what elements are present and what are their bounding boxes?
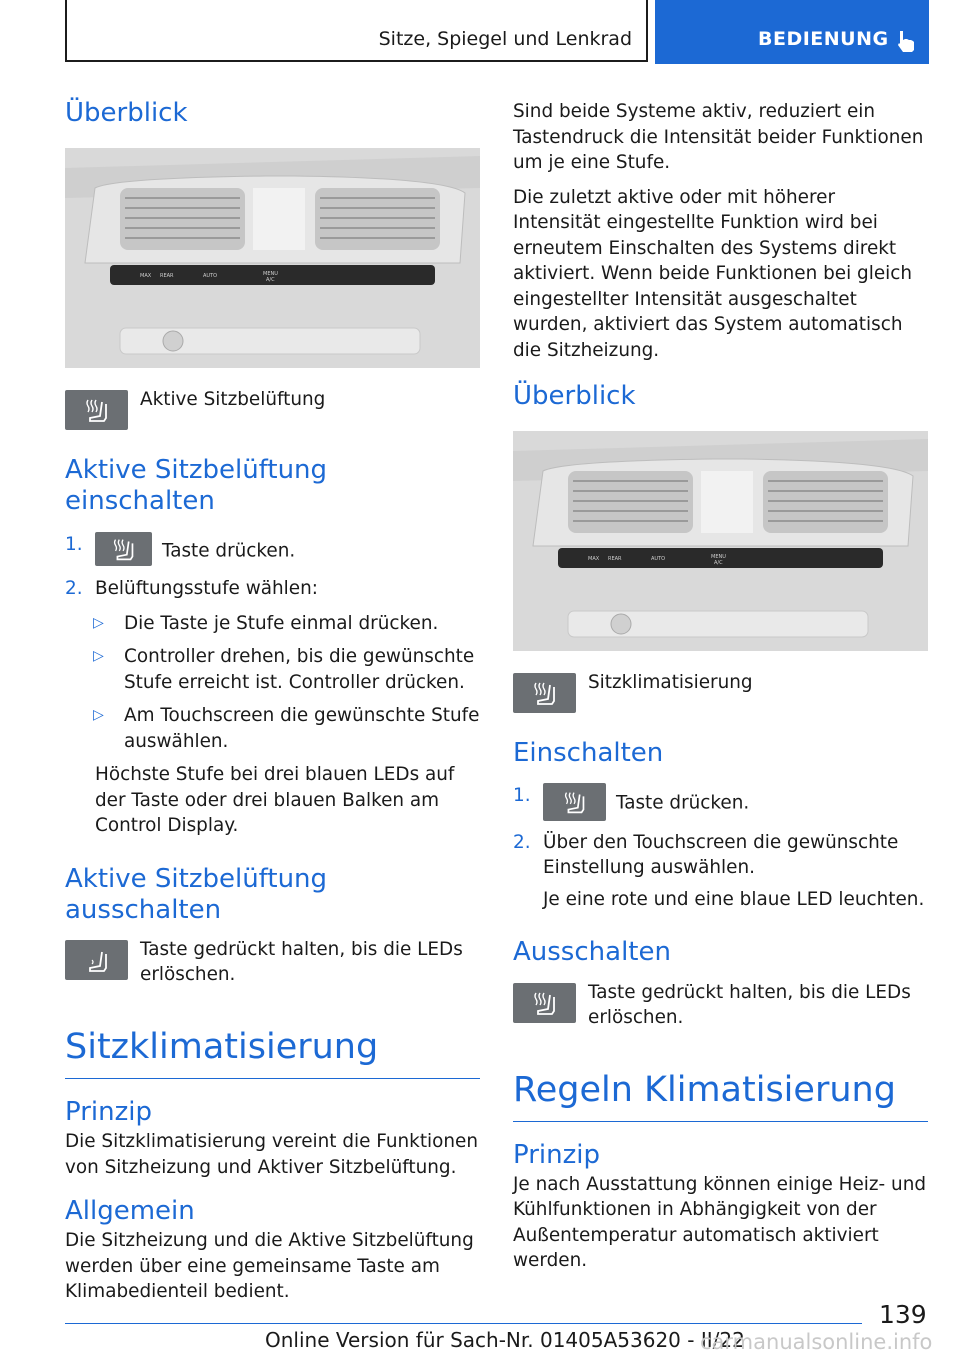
general-text: Die Sitzheizung und die Aktive Sitzbelüftung werden über eine gemeinsame Taste am Klimabedienteil bedient. [65, 1230, 474, 1303]
panel-label-ac: A/C [266, 277, 275, 284]
step-item [65, 532, 480, 571]
section-heading-principle: Prinzip [65, 1096, 152, 1127]
principle-text: Je nach Ausstattung können einige Heiz- und Kühlfunktionen in Abhängigkeit von der Außentemperatur automatisch aktiviert werden. [513, 1173, 927, 1272]
intro-paragraph-2: Die zuletzt aktive oder mit höherer Intensität eingestellte Funktion wird bei erneutem Einschalten des Systems direkt aktiviert. Wenn beide Funktionen bei gleich eingestellter Intensität ausgeschaltet wurden, aktiviert das System automatisch die Sitzheizung. [513, 186, 913, 361]
panel-label-rear: REAR [608, 556, 622, 563]
step-text: Über den Touchscreen die gewünschte Einstellung auswählen. [543, 831, 899, 879]
step-text: Taste drücken. [162, 539, 296, 561]
seat-climate-button-icon [513, 983, 576, 1023]
step-text: Taste drücken. [616, 792, 750, 814]
seat-ventilation-button-icon [65, 390, 128, 430]
page-number: 139 [879, 1300, 927, 1329]
note-max-level: Höchste Stufe bei drei blauen LEDs auf der Taste oder drei blauen Balken am Control Display. [95, 764, 455, 837]
page-header [65, 0, 929, 64]
bullet-triangle-icon: ▷ [93, 648, 104, 665]
panel-label-menu: MENU [263, 271, 278, 278]
list-item [65, 703, 480, 754]
section-heading-principle: Prinzip [513, 1139, 600, 1170]
right-column [513, 99, 928, 1274]
watermark-text: carmanualsonline.info [700, 1330, 933, 1354]
panel-label-auto: AUTO [203, 273, 218, 280]
footer-divider [65, 1323, 862, 1324]
section-heading-general: Allgemein [65, 1196, 195, 1227]
chapter-box [65, 0, 648, 62]
section-tab [655, 0, 929, 64]
seat-climate-button-icon [513, 673, 576, 713]
seat-ventilation-off-icon [65, 940, 128, 980]
bullet-triangle-icon: ▷ [93, 614, 104, 631]
hand-pointer-icon [895, 29, 917, 53]
intro-paragraph-1: Sind beide Systeme aktiv, reduziert ein Tastendruck die Intensität beider Funktionen um je eine Stufe. [513, 101, 924, 173]
ventilation-off-row [65, 940, 480, 988]
seat-climate-button-icon [543, 783, 606, 824]
chapter-title: Sitze, Spiegel und Lenkrad [378, 28, 632, 50]
panel-label-menu: MENU [711, 554, 726, 561]
list-item-text: Die Taste je Stufe einmal drücken. [124, 612, 439, 634]
bullet-triangle-icon: ▷ [93, 707, 104, 724]
section-title: BEDIENUNG [758, 28, 889, 50]
online-version-text: Online Version für Sach-Nr. 01405A53620 - II/22 [265, 1328, 745, 1352]
step-item [513, 783, 928, 824]
left-column [65, 90, 480, 1305]
climate-panel-photo [513, 431, 928, 651]
step-item [65, 576, 480, 602]
chapter-heading-seat-climate: Sitzklimatisierung [65, 1026, 480, 1079]
section-heading-off: Ausschalten [513, 937, 671, 968]
section-heading-ventilation-off: Aktive Sitzbelüftung ausschalten [65, 863, 328, 925]
section-heading-ventilation-on: Aktive Sitzbelüftung einschalten [65, 455, 328, 517]
panel-label-auto: AUTO [651, 556, 666, 563]
step-number: 1. [65, 533, 83, 555]
seat-ventilation-button-icon [95, 532, 152, 571]
icon-label-seat-ventilation: Aktive Sitzbelüftung [140, 389, 326, 411]
step-number: 2. [513, 831, 531, 853]
ventilation-off-text: Taste gedrückt halten, bis die LEDs erlöschen. [140, 938, 463, 986]
principle-text: Die Sitzklimatisierung vereint die Funktionen von Sitzheizung und Aktiver Sitzbelüftung. [65, 1131, 479, 1178]
panel-label-max: MAX [140, 273, 152, 280]
climate-panel-photo [65, 148, 480, 368]
step-number: 1. [513, 785, 531, 807]
steps-ventilation-on [65, 532, 480, 602]
step-number: 2. [65, 578, 83, 600]
section-heading-overview: Überblick [513, 381, 636, 411]
climate-off-text: Taste gedrückt halten, bis die LEDs erlöschen. [588, 981, 911, 1029]
icon-legend-seat-ventilation [65, 390, 480, 430]
step-text: Belüftungsstufe wählen: [95, 578, 318, 600]
panel-label-max: MAX [588, 556, 600, 563]
note-led: Je eine rote und eine blaue LED leuchten. [543, 888, 925, 910]
list-item [65, 611, 480, 637]
panel-label-rear: REAR [160, 273, 174, 280]
list-item-text: Controller drehen, bis die gewünschte Stufe erreicht ist. Controller drücken. [124, 646, 475, 693]
icon-label-seat-climate: Sitzklimatisierung [588, 672, 753, 694]
list-item-text: Am Touchscreen die gewünschte Stufe auswählen. [124, 705, 480, 752]
panel-label-ac: A/C [714, 560, 723, 567]
step-item [513, 830, 928, 881]
section-heading-overview: Überblick [65, 98, 188, 128]
icon-legend-seat-climate [513, 673, 928, 713]
chapter-heading-regulate-climate: Regeln Klimatisierung [513, 1069, 928, 1122]
section-heading-on: Einschalten [513, 738, 664, 769]
climate-off-row [513, 983, 928, 1031]
list-item [65, 644, 480, 695]
steps-climate-on [513, 783, 928, 881]
ventilation-level-options [65, 611, 480, 755]
